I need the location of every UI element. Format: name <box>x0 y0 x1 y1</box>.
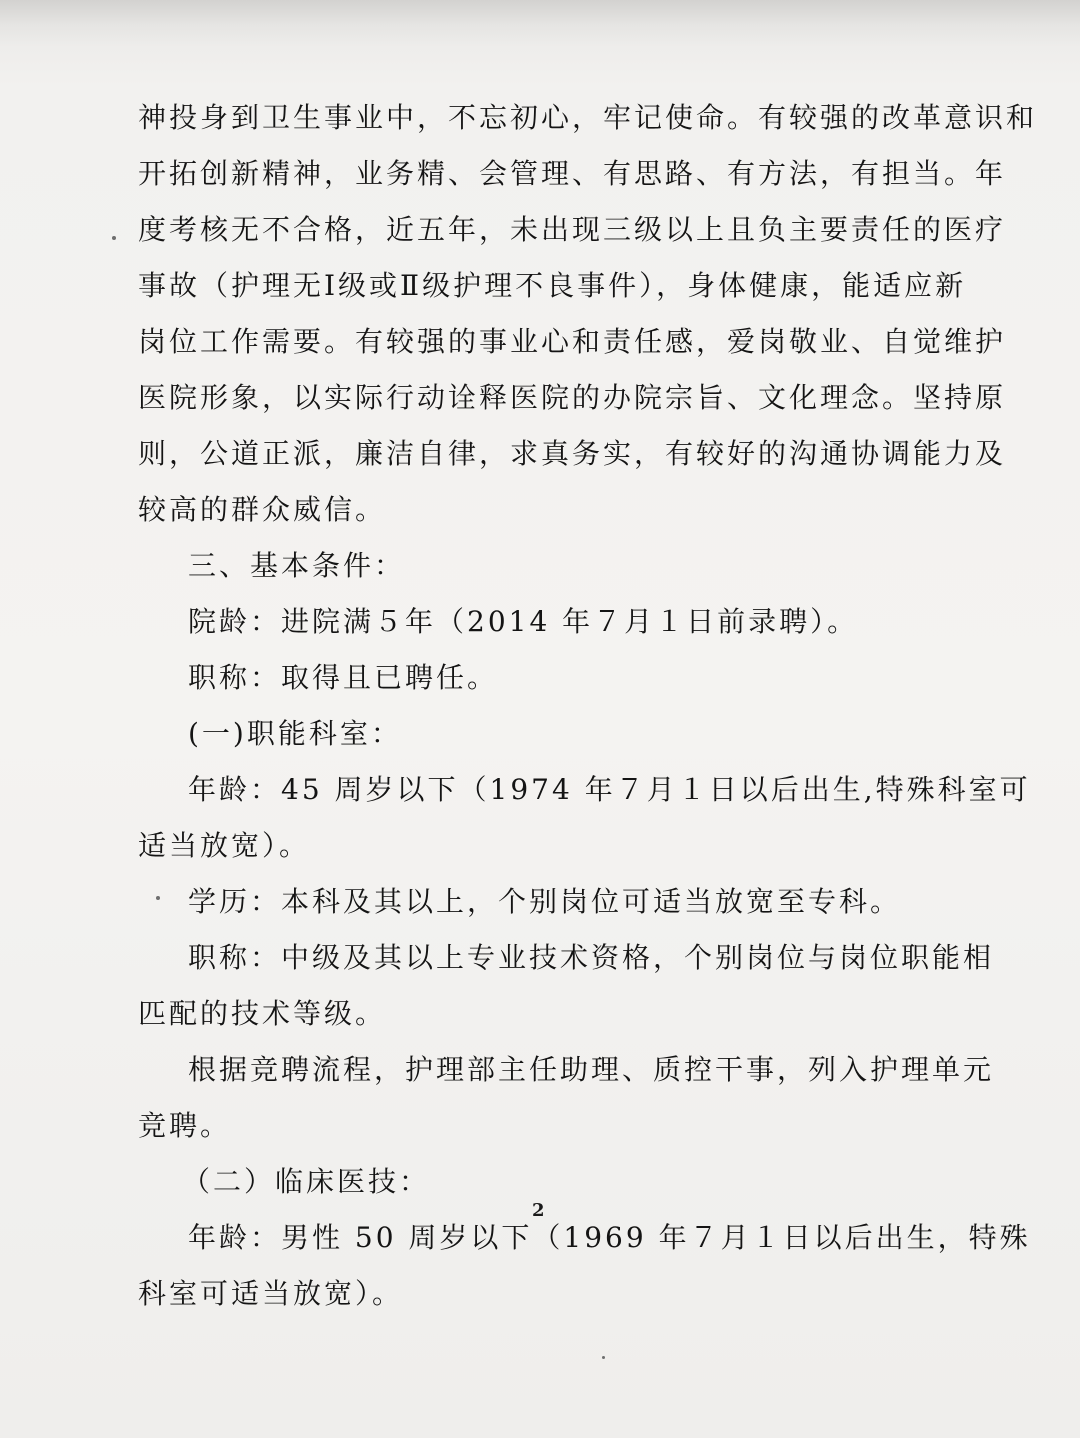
text-line: 神投身到卫生事业中，不忘初心，牢记使命。有较强的改革意识和 <box>138 101 1038 134</box>
text-line: 根据竞聘流程，护理部主任助理、质控干事，列入护理单元 <box>188 1053 995 1086</box>
text-line: 职称：中级及其以上专业技术资格，个别岗位与岗位职能相 <box>188 941 995 974</box>
text-line: 学历：本科及其以上，个别岗位可适当放宽至专科。 <box>188 885 902 918</box>
text-line: 岗位工作需要。有较强的事业心和责任感，爱岗敬业、自觉维护 <box>138 325 1007 358</box>
subsection-heading: （二）临床医技： <box>182 1165 431 1198</box>
scan-shadow <box>0 0 1080 46</box>
text-line: 度考核无不合格，近五年，未出现三级以上且负主要责任的医疗 <box>138 213 1007 246</box>
text-line: 科室可适当放宽）。 <box>138 1277 404 1310</box>
text-line: 医院形象，以实际行动诠释医院的办院宗旨、文化理念。坚持原 <box>138 381 1007 414</box>
text-line: 则，公道正派，廉洁自律，求真务实，有较好的沟通协调能力及 <box>138 437 1007 470</box>
scan-speck <box>156 896 160 900</box>
text-line: 较高的群众威信。 <box>138 493 387 526</box>
section-heading: 三、基本条件： <box>188 549 406 582</box>
subsection-heading: (一)职能科室： <box>188 717 402 750</box>
text-line: 适当放宽）。 <box>138 829 311 862</box>
scan-speck <box>602 1356 605 1359</box>
page-number: 2 <box>532 1200 545 1221</box>
text-line: 职称：取得且已聘任。 <box>188 661 499 694</box>
text-line: 匹配的技术等级。 <box>138 997 387 1030</box>
text-line: 年龄：45 周岁以下（1974 年７月１日以后出生,特殊科室可 <box>188 773 1031 806</box>
text-line: 年龄：男性 50 周岁以下（1969 年７月１日以后出生，特殊 <box>188 1221 1031 1254</box>
text-line: 开拓创新精神，业务精、会管理、有思路、有方法，有担当。年 <box>138 157 1007 190</box>
text-line: 竞聘。 <box>138 1109 232 1142</box>
text-line: 院龄：进院满５年（2014 年７月１日前录聘）。 <box>188 605 859 638</box>
scan-speck <box>112 236 116 240</box>
text-line: 事故（护理无Ⅰ级或Ⅱ级护理不良事件），身体健康，能适应新 <box>138 269 967 302</box>
